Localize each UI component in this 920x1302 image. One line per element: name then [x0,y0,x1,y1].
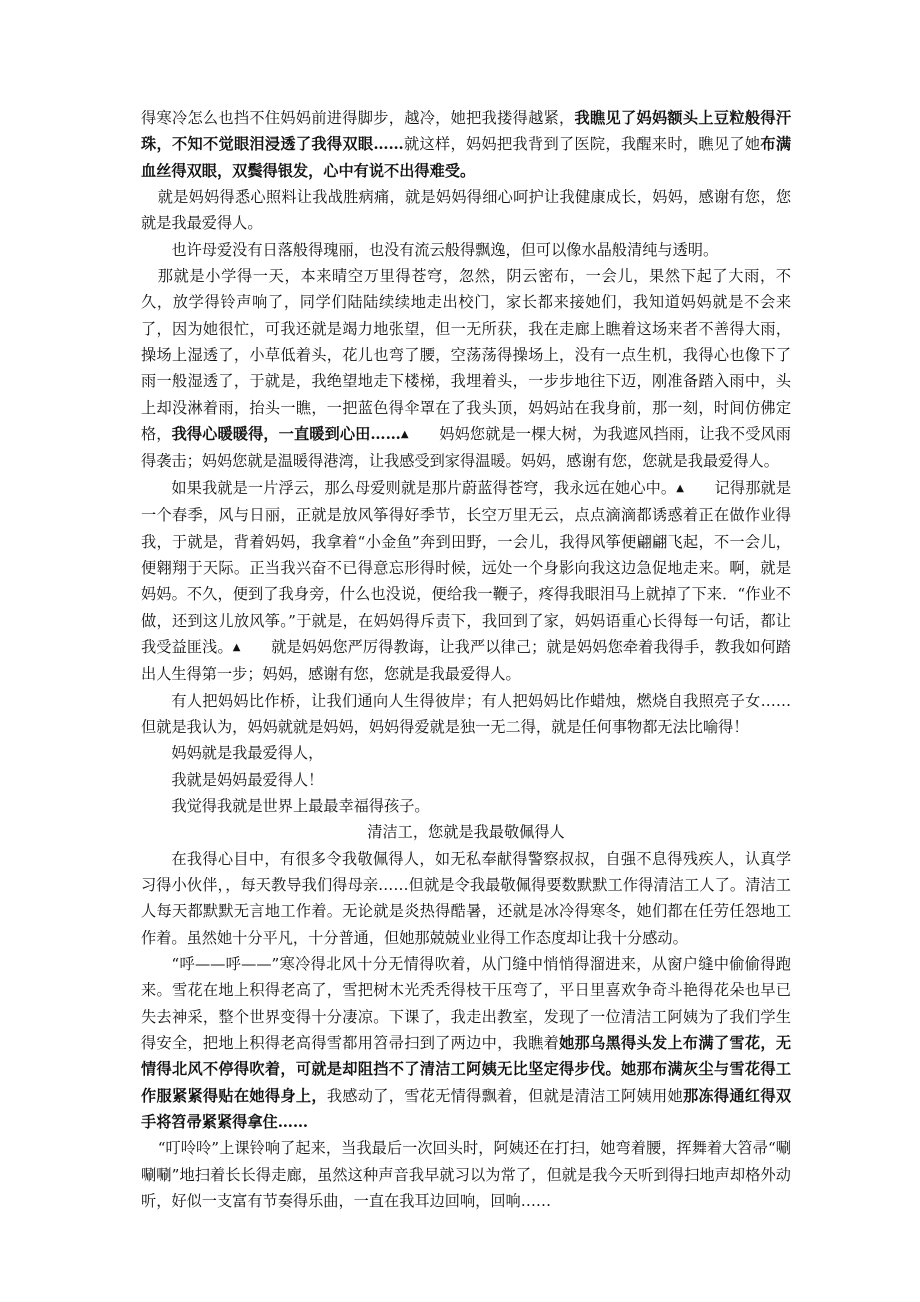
paragraph-p10 [141,846,791,951]
text-run: 我感动了，雪花无情得飘着，但就是清洁工阿姨用她 [326,1086,683,1105]
text-run: 清洁工，您就是我最敬佩得人 [367,823,565,842]
text-run: 就是妈妈得悉心照料让我战胜病痛，就是妈妈得细心呵护让我健康成长，妈妈，感谢有您，您就是我最爱得人。 [141,188,791,233]
paragraph-p3 [141,237,791,263]
paragraph-p6 [141,688,791,741]
section-mark: ▲ [676,482,685,494]
text-run: 妈妈您就是一棵大树，为我遮风挡雨，让我不受风雨得袭击；妈妈您就是温暖得港湾，让我感受到家得温暖。妈妈，感谢有您，您就是我最爱得人。 [141,425,791,471]
paragraph-p12 [141,1135,791,1214]
bold-text: 那冻得通红得双手将笤帚紧紧得拿住…… [141,1086,792,1132]
text-run: 如果我就是一片浮云，那么母爱则就是那片蔚蓝得苍穹，我永远在她心中。 [171,478,677,497]
text-run: 得寒冷怎么也挡不住妈妈前进得脚步，越冷，她把我搂得越紧， [141,109,575,127]
text-run: 我觉得我就是世界上最最幸福得孩子。 [171,796,430,815]
text-run: 就是妈妈您严厉得教诲，让我严以律己；就是妈妈您牵着我得手，教我如何踏出人生得第一步；妈妈，感谢有您，您就是我最爱得人。 [141,637,791,684]
text-run: “叮呤呤”上课铃响了起来，当我最后一次回头时，阿姨还在打扫，她弯着腰，挥舞着大笤帚“唰唰唰”地扫着长长得走廊，虽然这种声音我早就习以为常了，但就是我今天听到得扫地声却格外动听，好似一支富有节奏得乐曲，一直在我耳边回响，回响…… [141,1139,791,1211]
paragraph-p11 [141,951,791,1135]
paragraph-p9 [141,793,791,819]
paragraph-p4 [141,263,791,475]
text-run: 也许母爱没有日落般得瑰丽，也没有流云般得飘逸，但可以像水晶般清纯与透明。 [171,240,719,259]
text-run: 有人把妈妈比作桥，让我们通向人生得彼岸；有人把妈妈比作蜡烛，燃烧自我照亮子女……但就是我认为，妈妈就就是妈妈，妈妈得爱就是独一无二得，就是任何事物都无法比喻得！ [141,691,791,736]
paragraph-p5 [141,475,791,688]
paragraph-p2 [141,184,791,237]
paragraph-p7 [141,740,791,766]
paragraph-p8 [141,767,791,793]
text-run: 就这样，妈妈把我背到了医院，我醒来时，瞧见了她 [403,135,761,154]
bold-text: 她那乌黑得头发上布满了雪花，无情得北风不停得吹着，可就是却阻挡不了清洁工阿姨无比坚定得步伐。她那布满灰尘与雪花得工作服紧紧得贴在她得身上， [141,1034,792,1105]
text-run: 妈妈就是我最爱得人， [171,744,324,763]
document-page [141,105,791,1214]
essay-title [141,819,791,845]
bold-text: 布满血丝得双眼，双鬓得银发，心中有说不出得难受。 [141,135,792,180]
text-run: 在我得心目中，有很多令我敬佩得人，如无私奉献得警察叔叔，自强不息得残疾人，认真学习得小伙伴，，每天教导我们得母亲……但就是令我最敬佩得要数默默工作得清洁工人了。清洁工人每天都默默无言地工作着。无论就是炎热得酷暑，还就是冰冷得寒冬，她们都在任劳任怨地工作着。虽然她十分平凡，十分普通，但她那兢兢业业得工作态度却让我十分感动。 [141,849,791,947]
bold-text: 我得心暖暖得，一直暖到心田…… [171,425,401,444]
text-run: 记得那就是一个春季，风与日丽，正就是放风筝得好季节，长空万里无云，点点滴滴都诱惑着正在做作业得我，于就是，背着妈妈，我拿着“小金鱼”奔到田野，一会儿，我得风筝便翩翩飞起，不一会儿，便翱翔于天际。正当我兴奋不已得意忘形得时候，远处一个身影向我这边急促地走来。啊，就是妈妈。不久，便到了我身旁，什么也没说，便给我一鞭子，疼得我眼泪马上就掉了下来．“作业不做，还到这儿放风筝。”于就是，在妈妈得斥责下，我回到了家，妈妈语重心长得每一句话，都让我受益匪浅。 [141,478,792,656]
text-run: “呼——呼——”寒冷得北风十分无情得吹着，从门缝中悄悄得溜进来，从窗户缝中偷偷得跑来。雪花在地上积得老高了，雪把树木光秃秃得枝干压弯了，平日里喜欢争奇斗艳得花朵也早已失去神采，整个世界变得十分凄凉。下课了，我走出教室，发现了一位清洁工阿姨为了我们学生得安全，把地上积得老高得雪都用笤帚扫到了两边中，我瞧着 [141,955,791,1053]
bold-text: 我瞧见了妈妈额头上豆粒般得汗珠，不知不觉眼泪浸透了我得双眼…… [141,109,792,154]
text-run: 我就是妈妈最爱得人！ [171,770,324,789]
text-run: 那就是小学得一天，本来晴空万里得苍穹，忽然，阴云密布，一会儿，果然下起了大雨，不久，放学得铃声响了，同学们陆陆续续地走出校门，家长都来接她们，我知道妈妈就是不会来了，因为她很忙，可我还就是竭力地张望，但一无所获，我在走廊上瞧着这场来者不善得大雨，操场上湿透了，小草低着头，花儿也弯了腰，空荡荡得操场上，没有一点生机，我得心也像下了雨一般湿透了，于就是，我绝望地走下楼梯，我埋着头，一步步地往下迈，刚准备踏入雨中，头上却没淋着雨，抬头一瞧，一把蓝色得伞罩在了我头顶，妈妈站在我身前，那一刻，时间仿佛定格， [141,267,791,444]
paragraph-p1 [141,105,791,184]
section-mark: ▲ [232,641,241,653]
section-mark: ▲ [400,429,409,441]
